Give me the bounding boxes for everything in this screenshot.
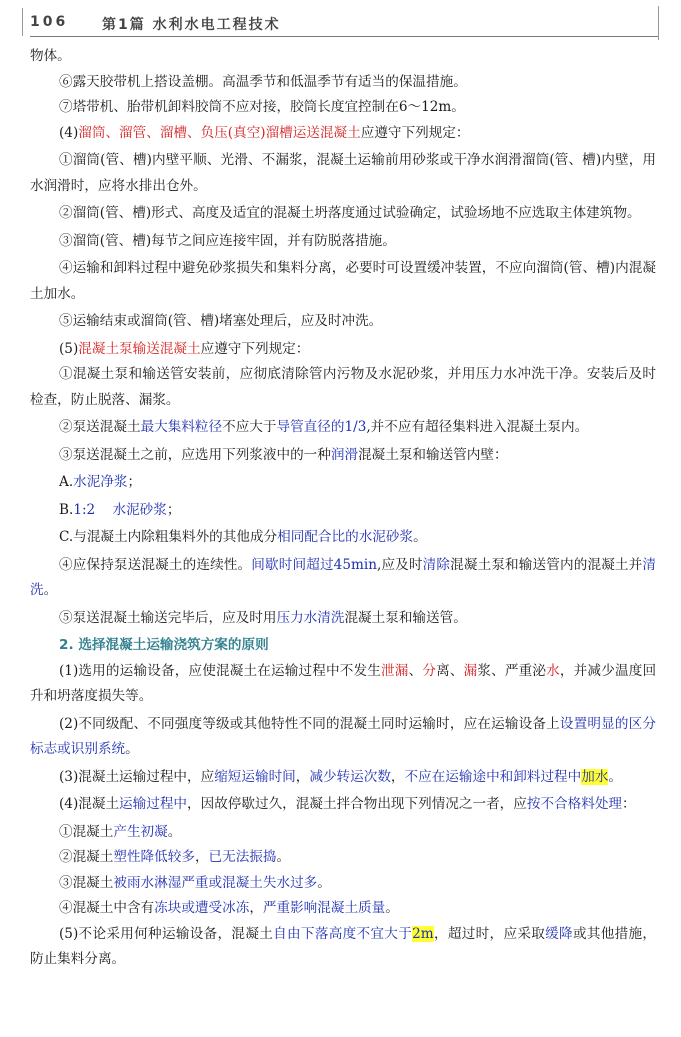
blue-emphasis: 自由下落高度不宜大于 xyxy=(273,925,413,942)
paragraph xyxy=(30,845,656,871)
paragraph xyxy=(30,498,656,524)
text: 。 xyxy=(125,741,139,757)
text: (4) xyxy=(59,124,79,141)
blue-emphasis: 运输过程中 xyxy=(119,796,188,812)
blue-emphasis: 缩短运输时间 xyxy=(214,768,296,785)
blue-emphasis: 被雨水淋湿严重或混凝土失水过多 xyxy=(113,874,318,891)
text: ， xyxy=(295,768,310,785)
page-number: 106 xyxy=(30,14,69,30)
text: (4)混凝土 xyxy=(59,796,120,812)
paragraph xyxy=(30,337,656,363)
text: ①混凝土 xyxy=(59,823,114,840)
blue-emphasis: 减少转运次数 xyxy=(309,768,391,785)
text: ； xyxy=(166,501,181,518)
paragraph xyxy=(30,44,656,70)
paragraph xyxy=(30,470,656,496)
blue-emphasis: 严重影响混凝土质量 xyxy=(262,900,386,916)
text: 物体。 xyxy=(30,48,71,64)
text: ⑦塔带机、胎带机卸料胶筒不应对接，胶筒长度宜控制在6～12m。 xyxy=(59,99,465,115)
paragraph xyxy=(30,553,656,604)
text: 。 xyxy=(413,529,427,545)
blue-emphasis: 导管直径的1/3 xyxy=(276,419,367,435)
paragraph xyxy=(30,415,656,441)
text: ④混凝土中含有 xyxy=(59,900,155,916)
blue-emphasis: 相同配合比的水泥砂浆 xyxy=(277,529,414,545)
paragraph xyxy=(30,896,656,922)
text: ， xyxy=(249,900,263,916)
paragraph xyxy=(30,820,656,846)
blue-emphasis: 塑性降低较多 xyxy=(113,849,195,865)
text: (5) xyxy=(59,340,79,357)
paragraph xyxy=(30,362,656,413)
page-body xyxy=(30,44,656,973)
blue-emphasis: 不应在运输途中和卸料过程中 xyxy=(404,768,582,785)
red-emphasis: 混凝土泵输送混凝土 xyxy=(78,340,201,357)
paragraph xyxy=(30,871,656,897)
text: ③溜筒(管、槽)每节之间应连接牢固，并有防脱落措施。 xyxy=(59,232,396,249)
paragraph xyxy=(30,765,656,791)
text: C.与混凝土内除粗集料外的其他成分 xyxy=(59,529,278,545)
section-heading-text: 2. 选择混凝土运输浇筑方案的原则 xyxy=(59,637,269,653)
paragraph xyxy=(30,70,656,96)
text: 或其他措施，防止集料分离。 xyxy=(30,925,657,967)
blue-emphasis: 产生初凝 xyxy=(113,823,168,840)
text: ④应保持泵送混凝土的连续性。 xyxy=(59,556,252,573)
crop-mark-left xyxy=(22,8,23,36)
text: ， xyxy=(390,768,405,785)
text: ,应及时 xyxy=(376,556,423,573)
blue-emphasis: 最大集料粒径 xyxy=(140,419,223,435)
red-emphasis: 泄漏 xyxy=(381,662,409,679)
text: ③泵送混凝土之前，应选用下列浆液中的一种 xyxy=(59,446,331,463)
text: 。 xyxy=(385,900,399,916)
blue-emphasis: 按不合格料处理 xyxy=(526,796,623,812)
text: 。 xyxy=(276,849,291,865)
text: ，并减少温度回升和坍落度损失等。 xyxy=(30,662,657,704)
text: ⑤泵送混凝土输送完毕后，应及时用 xyxy=(59,609,277,626)
red-emphasis: 漏 xyxy=(463,662,478,679)
paragraph xyxy=(30,659,656,710)
text: 。 xyxy=(317,874,331,891)
text: 、 xyxy=(408,662,423,679)
highlighted-emphasis: 加水 xyxy=(581,768,609,785)
red-emphasis: 分 xyxy=(422,662,437,679)
text: B. xyxy=(59,501,74,518)
paragraph xyxy=(30,606,656,632)
text: ①混凝土泵和输送管安装前，应彻底清除管内污物及水泥砂浆，并用压力水冲洗干净。安装后及时检查，防止脱落、漏浆。 xyxy=(30,366,656,408)
text: 混凝土泵和输送管。 xyxy=(344,609,467,626)
paragraph xyxy=(30,256,656,307)
text: ， xyxy=(194,849,209,865)
text: ⑤运输结束或溜筒(管、槽)堵塞处理后，应及时冲洗。 xyxy=(59,313,383,329)
text: 。 xyxy=(43,582,58,598)
text: 应遵守下列规定： xyxy=(200,340,310,357)
paragraph xyxy=(30,201,656,227)
blue-emphasis: 1:2 水泥砂浆 xyxy=(73,501,167,518)
paragraph xyxy=(30,712,656,763)
blue-emphasis: 水泥净浆 xyxy=(73,474,128,490)
text: ④运输和卸料过程中避免砂浆损失和集料分离，必要时可设置缓冲装置，不应向溜筒(管、槽)内混凝土加水。 xyxy=(30,260,656,302)
text: ②混凝土 xyxy=(59,849,114,865)
text: 混凝土泵和输送管内壁： xyxy=(358,446,508,463)
paragraph xyxy=(30,525,656,551)
blue-emphasis: 间歇时间超过45min xyxy=(251,556,377,573)
blue-emphasis: 已无法振捣 xyxy=(208,849,277,865)
blue-emphasis: 清除 xyxy=(422,556,451,573)
text: 混凝土泵和输送管内的混凝土并 xyxy=(450,556,643,573)
text: 浆、严重泌 xyxy=(477,662,547,679)
part-title: 第1篇 水利水电工程技术 xyxy=(102,17,281,33)
text: (5)不论采用何种运输设备，混凝土 xyxy=(59,925,274,942)
text: ，超过时，应采取 xyxy=(433,925,546,942)
section-heading xyxy=(30,633,656,659)
text: (3)混凝土运输过程中，应 xyxy=(59,768,215,785)
text: (2)不同级配、不同强度等级或其他特性不同的混凝土同时运输时，应在运输设备上 xyxy=(59,715,560,732)
red-emphasis: 水 xyxy=(546,662,560,679)
blue-emphasis: 压力水清洗 xyxy=(276,609,345,626)
text: ⑥露天胶带机上搭设盖棚。高温季节和低温季节有适当的保温措施。 xyxy=(59,73,467,90)
paragraph xyxy=(30,309,656,335)
paragraph xyxy=(30,792,656,818)
crop-mark-right xyxy=(658,6,659,40)
highlighted-emphasis: 2m xyxy=(412,925,434,942)
running-header xyxy=(30,14,658,37)
text: 应遵守下列规定： xyxy=(360,124,470,141)
text: 。 xyxy=(608,768,623,785)
text: A. xyxy=(59,474,74,490)
text: ； xyxy=(127,474,142,490)
text: ，因故停歇过久，混凝土拌合物出现下列情况之一者，应 xyxy=(187,796,527,812)
paragraph xyxy=(30,443,656,469)
text: ①溜筒(管、槽)内壁平顺、光滑、不漏浆，混凝土运输前用砂浆或干净水润滑溜筒(管、槽)内壁，用水润滑时，应将水排出仓外。 xyxy=(30,152,656,194)
text: ②泵送混凝土 xyxy=(59,419,141,435)
text: 不应大于 xyxy=(222,419,277,435)
paragraph xyxy=(30,922,656,973)
text: ③混凝土 xyxy=(59,874,114,891)
text: (1)选用的运输设备，应使混凝土在运输过程中不发生 xyxy=(59,662,382,679)
text: 。 xyxy=(167,823,182,840)
paragraph xyxy=(30,95,656,121)
paragraph xyxy=(30,148,656,199)
text: 离、 xyxy=(436,662,464,679)
text: ,并不应有超径集料进入混凝土泵内。 xyxy=(366,419,589,435)
blue-emphasis: 缓降 xyxy=(545,925,573,942)
blue-emphasis: 设置明显的区分标志或识别系统 xyxy=(30,715,657,757)
paragraph xyxy=(30,229,656,255)
blue-emphasis: 清洗 xyxy=(30,556,656,598)
blue-emphasis: 润滑 xyxy=(330,446,359,463)
red-emphasis: 溜筒、溜管、溜槽、负压(真空)溜槽运送混凝土 xyxy=(78,124,361,141)
blue-emphasis: 冻块或遭受冰冻 xyxy=(154,900,250,916)
text: ②溜筒(管、槽)形式、高度及适宜的混凝土坍落度通过试验确定，试验场地不应选取主体建筑物。 xyxy=(59,205,641,221)
paragraph xyxy=(30,121,656,147)
text: ： xyxy=(622,796,636,812)
